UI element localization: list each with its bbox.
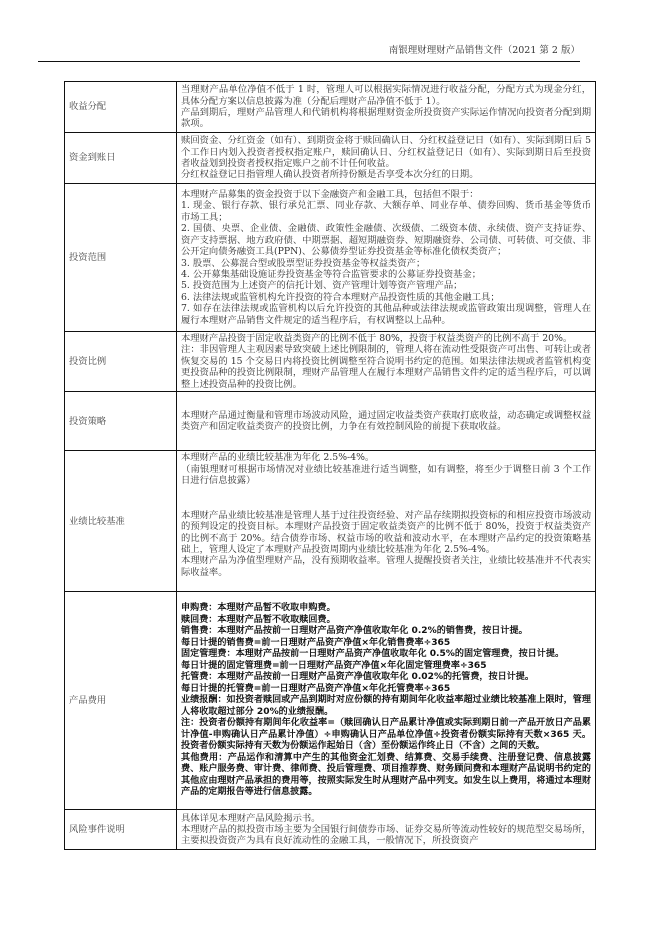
row-label-income-distribution: 收益分配 [65,82,177,133]
row-label-fund-arrival-date: 资金到账日 [65,133,177,184]
text-line: 托管费：本理财产品按前一日理财产品资产净值收取年化 0.02%的托管费，按日计提。 [181,672,534,683]
text-line: 固定管理费：本理财产品按前一日理财产品资产净值收取年化 0.5%的固定管理费，按日计提。 [181,649,565,660]
row-label-product-fees: 产品费用 [65,592,177,810]
table-row [65,810,596,850]
spacer [181,487,591,510]
text-line: 7. 如存在法律法规或监管机构以后允许投资的其他品种或法律法规或监管政策出现调整，管理人在履行本理财产品销售文件规定的适当程序后，有权调整以上品种。 [181,303,591,326]
row-content-investment-ratio [177,332,596,392]
text-line: 本理财产品业绩比较基准是管理人基于过往投资经验、对产品存续期拟投资标的和相应投资市场波动的预判设定的投资目标。本理财产品投资于固定收益类资产的比例不低于 80%，投资于权益类资产的比例不高于 20%。结合债券市场、权益市场的收益和波动水平，在本理财产品约定的投资策略基础上，管理人设定了本理财产品投资周期内业绩比较基准为年化 2.5%-4%。 [181,509,591,555]
text-line: 每日计提的托管费=前一日理财产品资产净值×年化托管费率÷365 [181,683,451,694]
text-line: 其他费用：产品运作和清算中产生的其他资金汇划费、结算费、交易手续费、注册登记费、信息披露费、账户服务费、审计费、律师费、投后管理费、项目推荐费、财务顾问费和本理财产品说明书约定的其他应由理财产品承担的费用等，按照实际发生时从理财产品中列支。如发生以上费用，将通过本理财产品的定期报告等进行信息披露。 [181,752,591,798]
row-content-investment-strategy [177,392,596,451]
table-row [65,184,596,332]
text-line: 业绩报酬：如投资者赎回或产品到期时对应份额的持有期间年化收益率超过业绩比较基准上限时，管理人将收取超过部分 20%的业绩报酬。 [181,695,591,717]
text-line: 销售费：本理财产品按前一日理财产品资产净值收取年化 0.2%的销售费，按日计提。 [181,626,528,637]
row-label-investment-scope: 投资范围 [65,184,177,332]
row-label-investment-strategy: 投资策略 [65,392,177,451]
row-content-fund-arrival-date [177,133,596,184]
table-row [65,451,596,592]
table-row [65,332,596,392]
row-content-performance-benchmark [177,451,596,592]
product-terms-table [64,81,596,850]
text-line: 赎回费：本理财产品暂不收取赎回费。 [181,614,336,625]
text-line: 具体详见本理财产品风险揭示书。 [181,812,321,824]
row-content-income-distribution [177,82,596,133]
text-line: 分红权益登记日指管理人确认投资者所持份额是否享受本次分红的日期。 [181,169,479,181]
text-line: 2. 国债、央票、企业债、金融债、政策性金融债、次级债、二级资本债、永续债、资产支持证券、资产支持票据、地方政府债、中期票据、超短期融资券、短期融资券、公司债、可转债、可交债、非公开定向债务融资工具(PPN)、公募债券型证券投资基金等标准化债权类资产； [181,223,591,258]
text-line: 注：投资者份额持有期间年化收益率=（赎回确认日产品累计净值或实际到期日前一产品开放日产品累计净值-申购确认日产品累计净值）÷申购确认日产品单位净值÷投资者份额实际持有天数×365 天。投资者份额实际持有天数为份额运作起始日（含）至份额运作终止日（不含）之间的天数。 [181,718,591,752]
text-line: 申购费：本理财产品暂不收取申购费。 [181,603,336,614]
text-line: 3. 股票、公募混合型或股票型证券投资基金等权益类资产； [181,257,426,269]
header-divider [38,61,580,62]
text-line: 5. 投资范围为上述资产的信托计划、资产管理计划等资产管理产品； [181,280,463,292]
row-label-performance-benchmark: 业绩比较基准 [65,451,177,592]
row-label-investment-ratio: 投资比例 [65,332,177,392]
text-line: 本理财产品募集的资金投资于以下金融资产和金融工具，包括但不限于： [181,188,479,200]
text-line: 本理财产品通过衡量和管理市场波动风险，通过固定收益类资产获取打底收益，动态确定或调整权益类资产和固定收益类资产的投资比例，力争在有效控制风险的前提下获取收益。 [181,409,591,433]
text-line: 每日计提的销售费=前一日理财产品资产净值×年化销售费率÷365 [181,637,451,648]
text-line: 本理财产品的业绩比较基准为年化 2.5%-4%。 [181,452,375,464]
text-line: 本理财产品的拟投资市场主要为全国银行间债券市场、证券交易所等流动性较好的规范型交易场所，主要拟投资资产为具有良好流动性的金融工具，一般情况下，所投资资产 [181,824,591,847]
row-content-product-fees [177,592,596,810]
text-line: 每日计提的固定管理费=前一日理财产品资产净值×年化固定管理费率÷365 [181,660,487,671]
text-line: 产品到期后，理财产品管理人和代销机构将根据理财资金所投资资产实际运作情况向投资者分配到期款项。 [181,107,591,130]
text-line: 4. 公开募集基础设施证券投资基金等符合监管要求的公募证券投资基金； [181,268,482,280]
table-row [65,133,596,184]
text-line: 1. 现金、银行存款、银行承兑汇票、同业存款、大额存单、同业存单、债券回购、货币基金等货币市场工具； [181,200,591,223]
row-content-risk-events [177,810,596,850]
row-content-investment-scope [177,184,596,332]
table-row [65,392,596,451]
text-line: （南银理财可根据市场情况对业绩比较基准进行适当调整，如有调整，将至少于调整日前 3 个工作日进行信息披露） [181,463,591,487]
text-line: 赎回资金、分红资金（如有）、到期资金将于赎回确认日、分红权益登记日（如有）、实际到期日后 5 个工作日内划入投资者授权指定账户，赎回确认日、分红权益登记日（如有）、实际到期日后至投资者收益划到投资者授权指定账户之前不计任何收益。 [181,135,591,169]
row-label-risk-events: 风险事件说明 [65,810,177,850]
text-line: 当理财产品单位净值不低于 1 时，管理人可以根据实际情况进行收益分配，分配方式为现金分红，具体分配方案以信息披露为准（分配后理财产品净值不低于 1）。 [181,84,591,107]
text-line: 本理财产品投资于固定收益类资产的比例不低于 80%，投资于权益类资产的比例不高于 20%。 [181,333,573,344]
text-line: 本理财产品为净值型理财产品，没有预期收益率。管理人提醒投资者关注，业绩比较基准并不代表实际收益率。 [181,555,591,578]
table-row [65,82,596,133]
document-header: 南银理财理财产品销售文件（2021 第 2 版） [388,45,580,56]
text-line: 注：非因管理人主观因素导致突破上述比例限制的，管理人将在流动性受限资产可出售、可转让或者恢复交易的 15 个交易日内将投资比例调整至符合说明书约定的范围。如果法律法规或者监管机构变更投资品种的投资比例限制，理财产品管理人在履行本理财产品销售文件约定的适当程序后，可以调整上述投资品种的投资比例。 [181,344,591,390]
table-row [65,592,596,810]
text-line: 6. 法律法规或监管机构允许投资的符合本理财产品投资性质的其他金融工具； [181,291,500,303]
